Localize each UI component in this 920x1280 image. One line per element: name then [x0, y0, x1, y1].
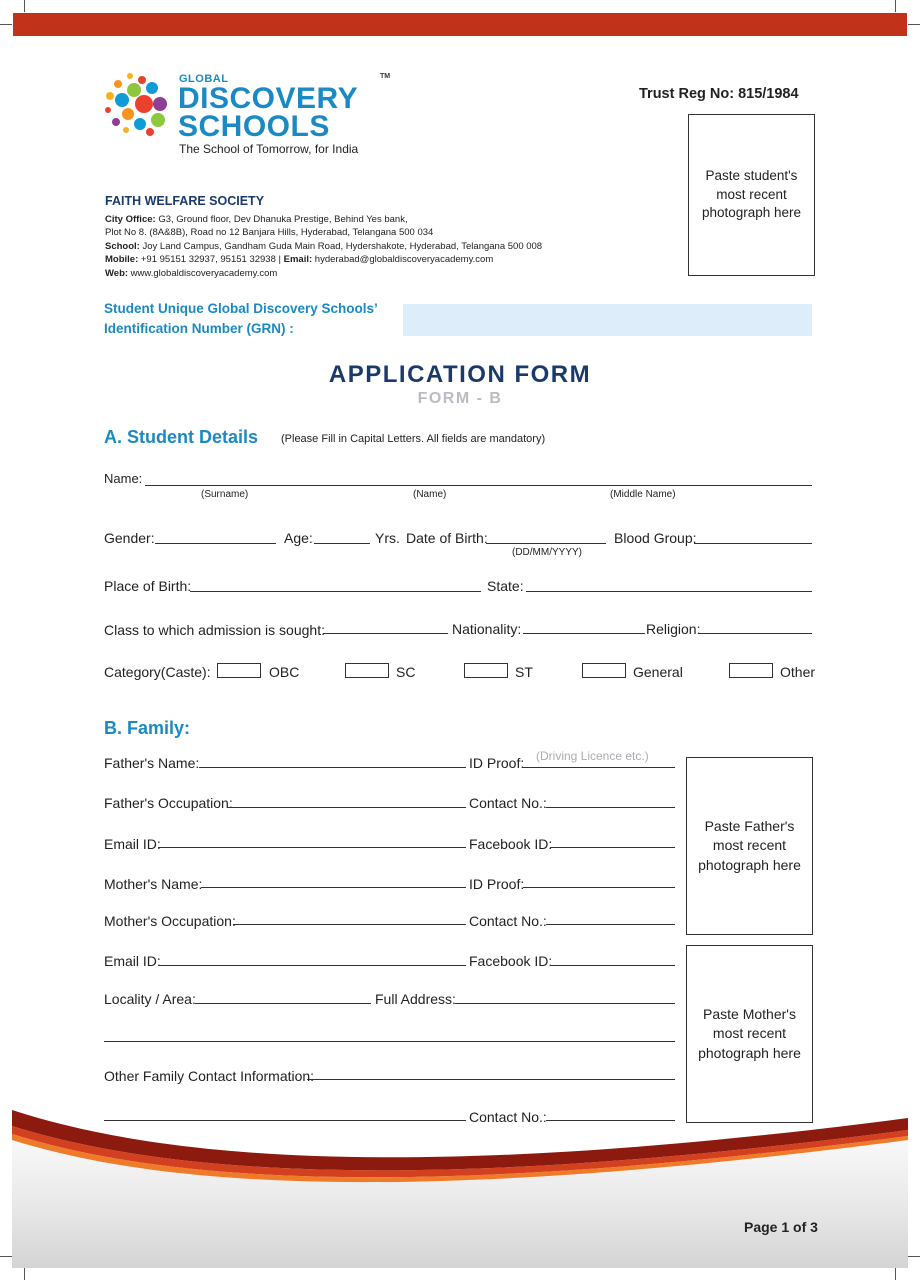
other-contact-label: Other Family Contact Information: — [104, 1068, 315, 1084]
mother-email-label: Email ID: — [104, 953, 161, 969]
full-address-label: Full Address: — [375, 991, 456, 1007]
crop-mark — [24, 1268, 25, 1280]
father-contact-label: Contact No.: — [469, 795, 547, 811]
father-occupation-field[interactable] — [227, 807, 466, 808]
trust-reg: Trust Reg No: 815/1984 — [639, 86, 799, 102]
footer-swoosh — [12, 1100, 908, 1268]
mother-facebook-field[interactable] — [550, 965, 675, 966]
crop-mark — [24, 0, 25, 12]
dob-field[interactable] — [486, 543, 606, 544]
religion-label: Religion: — [646, 621, 701, 637]
gender-field[interactable] — [155, 543, 276, 544]
city-office: City Office: G3, Ground floor, Dev Dhanuka Prestige, Behind Yes bank, — [105, 214, 408, 225]
blood-group-field[interactable] — [694, 543, 812, 544]
category-obc-checkbox[interactable] — [217, 663, 261, 678]
religion-field[interactable] — [698, 633, 812, 634]
place-of-birth-label: Place of Birth: — [104, 578, 192, 594]
society-name: FAITH WELFARE SOCIETY — [105, 194, 265, 208]
name-field[interactable] — [145, 485, 812, 486]
mobile-email: Mobile: +91 95151 32937, 95151 32938 | Email: hyderabad@globaldiscoveryacademy.com — [105, 254, 494, 265]
father-email-field[interactable] — [158, 847, 466, 848]
mother-photo-text: Paste Mother's most recent photograph here — [698, 1005, 801, 1061]
crop-mark — [0, 24, 12, 25]
yrs-label: Yrs. — [375, 530, 400, 546]
mother-email-field[interactable] — [158, 965, 466, 966]
mother-name-label: Mother's Name: — [104, 876, 203, 892]
father-name-field[interactable] — [199, 767, 466, 768]
father-facebook-label: Facebook ID: — [469, 836, 553, 852]
mother-id-proof-field[interactable] — [523, 887, 675, 888]
crop-mark — [0, 1256, 12, 1257]
father-photo-box[interactable] — [686, 757, 813, 935]
nationality-field[interactable] — [523, 633, 645, 634]
student-details-heading: A. Student Details — [104, 427, 259, 447]
grn-label-line1: Student Unique Global Discovery Schools’ — [104, 301, 378, 316]
category-sc-label: SC — [396, 664, 416, 680]
student-photo-text: Paste student's most recent photograph here — [701, 167, 802, 221]
mother-photo-box[interactable] — [686, 945, 813, 1123]
other-contact-no-label: Contact No.: — [469, 1109, 547, 1125]
name-hint: (Name) — [413, 489, 447, 500]
state-label: State: — [487, 578, 524, 594]
student-details-note: (Please Fill in Capital Letters. All fields are mandatory) — [281, 433, 546, 445]
category-st-checkbox[interactable] — [464, 663, 508, 678]
crop-mark — [895, 1268, 896, 1280]
nationality-label: Nationality: — [452, 621, 522, 637]
locality-label: Locality / Area: — [104, 991, 196, 1007]
father-id-proof-label: ID Proof: — [469, 755, 525, 771]
gender-label: Gender: — [104, 530, 155, 546]
page-number: Page 1 of 3 — [744, 1219, 818, 1235]
other-contact-field[interactable] — [307, 1079, 675, 1080]
logo-global: GLOBAL — [179, 73, 229, 85]
form-subtitle: FORM - B — [417, 390, 503, 407]
dob-hint: (DD/MM/YYYY) — [512, 547, 582, 558]
surname-hint: (Surname) — [201, 489, 249, 500]
category-st-label: ST — [515, 664, 533, 680]
id-proof-hint: (Driving Licence etc.) — [536, 749, 649, 763]
father-photo-text: Paste Father's most recent photograph here — [698, 817, 801, 873]
form-title: APPLICATION FORM — [328, 361, 592, 388]
middle-name-hint: (Middle Name) — [610, 489, 676, 500]
father-email-label: Email ID: — [104, 836, 161, 852]
father-occupation-label: Father's Occupation: — [104, 795, 233, 811]
father-id-proof-field[interactable] — [523, 767, 675, 768]
school-address: School: Joy Land Campus, Gandham Guda Main Road, Hydershakote, Hyderabad, Telangana 500 008 — [105, 241, 543, 252]
crop-mark — [908, 1256, 920, 1257]
class-label: Class to which admission is sought: — [104, 622, 325, 638]
category-label: Category(Caste): — [104, 664, 211, 680]
mother-occupation-label: Mother's Occupation: — [104, 913, 236, 929]
class-field[interactable] — [323, 633, 448, 634]
crop-mark — [895, 0, 896, 12]
category-general-checkbox[interactable] — [582, 663, 626, 678]
category-general-label: General — [633, 664, 683, 680]
mother-id-proof-label: ID Proof: — [469, 876, 525, 892]
category-obc-label: OBC — [269, 664, 300, 680]
father-contact-field[interactable] — [546, 807, 675, 808]
locality-field[interactable] — [195, 1003, 371, 1004]
dob-label: Date of Birth: — [406, 530, 488, 546]
logo-tm: TM — [380, 73, 391, 80]
blood-group-label: Blood Group: — [614, 530, 697, 546]
age-field[interactable] — [314, 543, 370, 544]
age-label: Age: — [284, 530, 313, 546]
logo-tagline: The School of Tomorrow, for India — [179, 142, 359, 156]
top-banner — [13, 13, 907, 36]
grn-label-line2: Identification Number (GRN) : — [104, 321, 294, 336]
logo-schools: SCHOOLS — [178, 110, 330, 143]
crop-mark — [908, 24, 920, 25]
state-field[interactable] — [526, 591, 812, 592]
mother-occupation-field[interactable] — [233, 924, 466, 925]
mother-contact-label: Contact No.: — [469, 913, 547, 929]
place-of-birth-field[interactable] — [190, 591, 481, 592]
category-other-checkbox[interactable] — [729, 663, 773, 678]
logo-discovery: DISCOVERY — [178, 82, 359, 115]
city-office-line2: Plot No 8. (8A&8B), Road no 12 Banjara Hills, Hyderabad, Telangana 500 034 — [105, 227, 434, 238]
mother-facebook-label: Facebook ID: — [469, 953, 553, 969]
father-name-label: Father's Name: — [104, 755, 200, 771]
grn-input[interactable] — [403, 304, 812, 336]
mother-name-field[interactable] — [201, 887, 466, 888]
mother-contact-field[interactable] — [546, 924, 675, 925]
full-address-field[interactable] — [455, 1003, 675, 1004]
name-label: Name: — [104, 471, 143, 486]
category-other-label: Other — [780, 664, 816, 680]
student-photo-box[interactable] — [688, 114, 815, 276]
web-address: Web: www.globaldiscoveryacademy.com — [105, 268, 278, 279]
father-facebook-field[interactable] — [550, 847, 675, 848]
full-address-field-line2[interactable] — [104, 1041, 675, 1042]
logo-dots-icon — [100, 70, 172, 138]
family-heading: B. Family: — [104, 718, 191, 738]
category-sc-checkbox[interactable] — [345, 663, 389, 678]
